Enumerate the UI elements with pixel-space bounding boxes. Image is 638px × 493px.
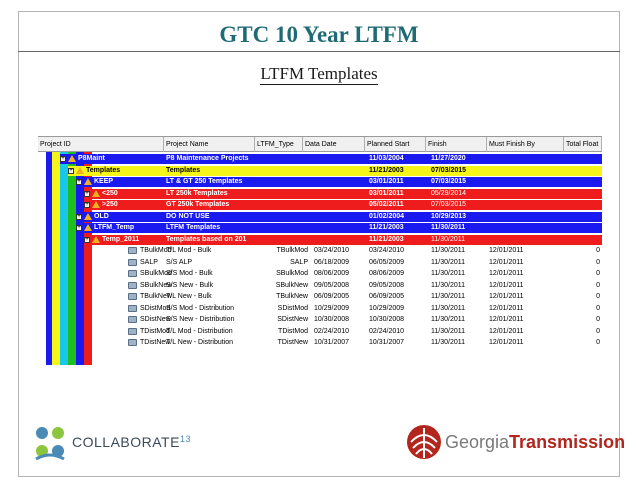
cell-planned-start: 03/01/2011 (369, 189, 404, 197)
cell-data-date (314, 177, 366, 187)
cell-data-date: 06/09/2005 (314, 293, 350, 300)
cell-planned-start: 08/06/2009 (369, 270, 405, 277)
cell-finish: 11/30/2011 (431, 316, 465, 323)
project-icon (128, 247, 137, 254)
cell-must-finish-by (489, 189, 561, 199)
column-header-finish[interactable]: Finish (426, 137, 487, 152)
wbs-folder-icon (84, 213, 92, 220)
cell-must-finish-by: 12/01/2011 (489, 258, 524, 266)
cell-finish: 10/29/2013 (431, 212, 467, 220)
cell-total-float (564, 223, 600, 233)
cell-data-date (314, 154, 366, 164)
cell-project-id: TBulkNew (140, 293, 172, 300)
cell-project-name: DO NOT USE (166, 212, 210, 220)
table-row[interactable] (38, 235, 602, 245)
cell-project-id: Temp_2011 (102, 235, 140, 243)
cell-project-id: SDistNew (140, 316, 171, 323)
cell-data-date: 06/18/2009 (314, 258, 350, 266)
cell-project-name: S/S ALP (166, 258, 193, 266)
table-row[interactable] (38, 315, 602, 325)
cell-must-finish-by (489, 177, 561, 187)
cell-project-name: S/S Mod - Bulk (166, 270, 213, 277)
cell-planned-start: 10/31/2007 (369, 339, 405, 346)
cell-finish: 11/30/2011 (431, 281, 465, 289)
cell-data-date (314, 200, 366, 210)
cell-total-float: 0 (596, 327, 600, 335)
table-row[interactable] (38, 338, 602, 348)
cell-project-name: S/S New - Distribution (166, 316, 235, 323)
table-row[interactable] (38, 269, 602, 279)
cell-planned-start: 10/29/2009 (369, 304, 405, 312)
cell-ltfm-type (256, 235, 308, 245)
cell-data-date: 10/29/2009 (314, 304, 350, 312)
cell-must-finish-by: 12/01/2011 (489, 293, 524, 300)
cell-project-name: S/S New - Bulk (166, 281, 214, 289)
cell-project-name: T/L Mod - Distribution (166, 327, 233, 335)
georgia-transmission-logo-icon (405, 422, 443, 462)
cell-project-id: SBulkMod (140, 270, 172, 277)
cell-must-finish-by: 12/01/2011 (489, 327, 524, 335)
cell-must-finish-by (489, 166, 561, 176)
cell-planned-start: 02/24/2010 (369, 327, 405, 335)
collaborate-wordmark (72, 434, 191, 450)
wordmark-transmission: Transmission (509, 432, 626, 452)
project-icon (128, 305, 137, 312)
cell-project-id: LTFM_Temp (94, 224, 135, 231)
slide-title: GTC 10 Year LTFM (219, 22, 419, 47)
table-row[interactable] (38, 200, 602, 210)
cell-total-float (564, 212, 600, 222)
table-row[interactable] (38, 189, 602, 199)
cell-total-float: 0 (596, 316, 600, 323)
cell-planned-start: 01/02/2004 (369, 212, 405, 220)
cell-must-finish-by (489, 223, 561, 233)
wbs-folder-icon (92, 190, 100, 197)
table-row[interactable] (38, 327, 602, 337)
cell-planned-start: 09/05/2008 (369, 281, 405, 289)
table-row[interactable] (38, 154, 602, 164)
cell-ltfm-type (256, 212, 308, 222)
expand-toggle-icon[interactable]: + (85, 236, 89, 243)
cell-project-name: T/L New - Distribution (166, 339, 234, 346)
title-rule (18, 51, 620, 52)
cell-total-float: 0 (596, 293, 600, 300)
cell-must-finish-by: 12/01/2011 (489, 247, 524, 254)
cell-finish: 07/03/2015 (431, 201, 467, 208)
cell-project-name: P8 Maintenance Projects (166, 155, 249, 162)
cell-total-float: 0 (596, 281, 600, 289)
cell-project-name: T/L New - Bulk (166, 293, 212, 300)
wbs-folder-icon (84, 224, 92, 231)
table-row[interactable] (38, 246, 602, 256)
cell-planned-start: 06/05/2009 (369, 258, 405, 266)
cell-data-date: 02/24/2010 (314, 327, 350, 335)
wbs-folder-icon (76, 167, 84, 174)
project-icon (128, 270, 137, 277)
column-header-data-date[interactable]: Data Date (303, 137, 365, 152)
project-icon (128, 339, 137, 346)
cell-total-float: 0 (596, 258, 600, 266)
cell-planned-start: 10/30/2008 (369, 316, 405, 323)
column-header-project-id[interactable]: Project ID (38, 137, 164, 152)
cell-ltfm-type: SDistNew (277, 316, 308, 323)
cell-project-id: SALP (140, 258, 158, 266)
cell-finish: 11/30/2011 (431, 235, 465, 243)
cell-project-id: KEEP (94, 178, 114, 185)
expand-toggle-icon[interactable]: + (69, 167, 73, 174)
cell-total-float (564, 189, 600, 199)
cell-total-float: 0 (596, 339, 600, 346)
cell-project-id: Templates (86, 166, 121, 174)
cell-planned-start: 06/09/2005 (369, 293, 405, 300)
project-icon (128, 316, 137, 323)
table-row[interactable] (38, 166, 602, 176)
cell-must-finish-by (489, 154, 561, 164)
cell-finish: 11/30/2011 (431, 270, 465, 277)
cell-project-id: P8Maint (78, 155, 105, 162)
cell-must-finish-by: 12/01/2011 (489, 281, 524, 289)
cell-finish: 11/27/2020 (431, 155, 466, 162)
expand-toggle-icon[interactable]: + (85, 202, 89, 208)
georgia-transmission-logo (405, 422, 443, 467)
cell-must-finish-by (489, 212, 561, 222)
cell-project-id: TDistMod (140, 327, 170, 335)
wbs-folder-icon (92, 236, 100, 243)
cell-data-date (314, 235, 366, 245)
column-header-total-float[interactable]: Total Float (564, 137, 602, 152)
column-header-project-name[interactable]: Project Name (164, 137, 255, 152)
cell-ltfm-type (256, 177, 308, 187)
cell-data-date: 10/30/2008 (314, 316, 350, 323)
cell-planned-start: 03/01/2011 (369, 178, 404, 185)
cell-project-id: TBulkMod (140, 247, 172, 254)
cell-planned-start: 11/21/2003 (369, 166, 404, 174)
cell-data-date (314, 212, 366, 222)
cell-must-finish-by (489, 235, 561, 245)
expand-toggle-icon[interactable]: + (85, 190, 89, 197)
table-row[interactable] (38, 304, 602, 314)
column-header-ltfm-type[interactable]: LTFM_Type (255, 137, 303, 152)
cell-project-name: LTFM Templates (166, 224, 221, 231)
cell-must-finish-by: 12/01/2011 (489, 304, 524, 312)
cell-total-float: 0 (596, 270, 600, 277)
cell-planned-start: 05/02/2011 (369, 201, 404, 208)
expand-toggle-icon[interactable]: + (77, 225, 81, 231)
cell-total-float: 0 (596, 247, 600, 254)
cell-must-finish-by: 12/01/2011 (489, 339, 524, 346)
cell-planned-start: 11/21/2003 (369, 235, 404, 243)
column-header-must-finish-by[interactable]: Must Finish By (487, 137, 564, 152)
table-row[interactable] (38, 292, 602, 302)
cell-project-id: TDistNew (140, 339, 171, 346)
cell-must-finish-by: 12/01/2011 (489, 270, 524, 277)
cell-project-id: SBulkNew (140, 281, 173, 289)
cell-finish: 05/29/2014 (431, 189, 467, 197)
cell-finish: 11/30/2011 (431, 339, 465, 346)
cell-project-name: S/S Mod - Distribution (166, 304, 235, 312)
cell-total-float (564, 166, 600, 176)
cell-must-finish-by (489, 200, 561, 210)
cell-project-id: SDistMod (140, 304, 171, 312)
cell-finish: 07/03/2015 (431, 166, 467, 174)
cell-project-name: Templates based on 201 (166, 235, 247, 243)
table-row[interactable] (38, 212, 602, 222)
cell-finish: 11/30/2011 (431, 247, 465, 254)
table-row[interactable] (38, 223, 602, 233)
table-row[interactable] (38, 177, 602, 187)
wbs-folder-icon (68, 155, 76, 162)
wbs-folder-icon (84, 178, 92, 185)
cell-finish: 11/30/2011 (431, 293, 465, 300)
georgia-transmission-wordmark (445, 432, 625, 453)
cell-ltfm-type (256, 166, 308, 176)
subtitle-text: LTFM Templates (260, 64, 378, 83)
cell-total-float (564, 235, 600, 245)
cell-finish: 11/30/2011 (431, 304, 465, 312)
cell-data-date: 03/24/2010 (314, 247, 350, 254)
cell-planned-start: 03/24/2010 (369, 247, 405, 254)
cell-ltfm-type (256, 223, 308, 233)
table-row[interactable] (38, 258, 602, 268)
cell-ltfm-type (256, 189, 308, 199)
project-icon (128, 282, 137, 289)
cell-ltfm-type: TBulkMod (276, 247, 308, 254)
cell-data-date (314, 166, 366, 176)
cell-ltfm-type (256, 200, 308, 210)
cell-ltfm-type (256, 154, 308, 164)
cell-project-name: GT 250k Templates (166, 201, 230, 208)
expand-toggle-icon[interactable]: + (77, 213, 81, 220)
wordmark-georgia: Georgia (445, 432, 510, 452)
slide-subtitle (0, 64, 638, 84)
collaborate-wordmark-year: 13 (179, 434, 191, 444)
grid-header (38, 136, 602, 152)
collaborate-wordmark-text: COLLABORATE (72, 434, 180, 450)
cell-project-name: LT 250k Templates (166, 189, 228, 197)
cell-finish: 11/30/2011 (431, 327, 465, 335)
cell-ltfm-type: SBulkNew (275, 281, 308, 289)
column-header-planned-start[interactable]: Planned Start (365, 137, 426, 152)
cell-ltfm-type: TBulkNew (276, 293, 308, 300)
cell-project-name: Templates (166, 166, 201, 174)
cell-total-float (564, 177, 600, 187)
project-icon (128, 293, 137, 300)
cell-planned-start: 11/21/2003 (369, 224, 404, 231)
project-icon (128, 259, 137, 266)
wbs-folder-icon (92, 201, 100, 208)
cell-must-finish-by: 12/01/2011 (489, 316, 524, 323)
expand-toggle-icon[interactable]: + (77, 179, 81, 185)
project-icon (128, 328, 137, 335)
cell-project-id: <250 (102, 189, 118, 197)
expand-toggle-icon[interactable]: + (61, 156, 65, 162)
cell-data-date (314, 223, 366, 233)
cell-total-float (564, 154, 600, 164)
cell-data-date: 10/31/2007 (314, 339, 350, 346)
cell-project-name: T/L Mod - Bulk (166, 247, 212, 254)
cell-finish: 11/30/2011 (431, 258, 465, 266)
collaborate-logo (30, 421, 70, 470)
cell-data-date: 08/06/2009 (314, 270, 350, 277)
cell-ltfm-type: SBulkMod (276, 270, 308, 277)
project-grid (38, 136, 602, 372)
cell-project-id: OLD (94, 212, 109, 220)
cell-total-float: 0 (596, 304, 600, 312)
cell-finish: 07/03/2015 (431, 178, 467, 185)
table-row[interactable] (38, 281, 602, 291)
cell-data-date (314, 189, 366, 199)
cell-project-name: LT & GT 250 Templates (166, 178, 243, 185)
cell-finish: 11/30/2011 (431, 224, 466, 231)
cell-ltfm-type: TDistNew (277, 339, 308, 346)
cell-total-float (564, 200, 600, 210)
collaborate-logo-icon (30, 421, 70, 465)
cell-ltfm-type: TDistMod (278, 327, 308, 335)
cell-project-id: >250 (102, 201, 118, 208)
cell-planned-start: 11/03/2004 (369, 155, 404, 162)
cell-ltfm-type: SDistMod (277, 304, 308, 312)
cell-ltfm-type: SALP (290, 258, 308, 266)
cell-data-date: 09/05/2008 (314, 281, 350, 289)
